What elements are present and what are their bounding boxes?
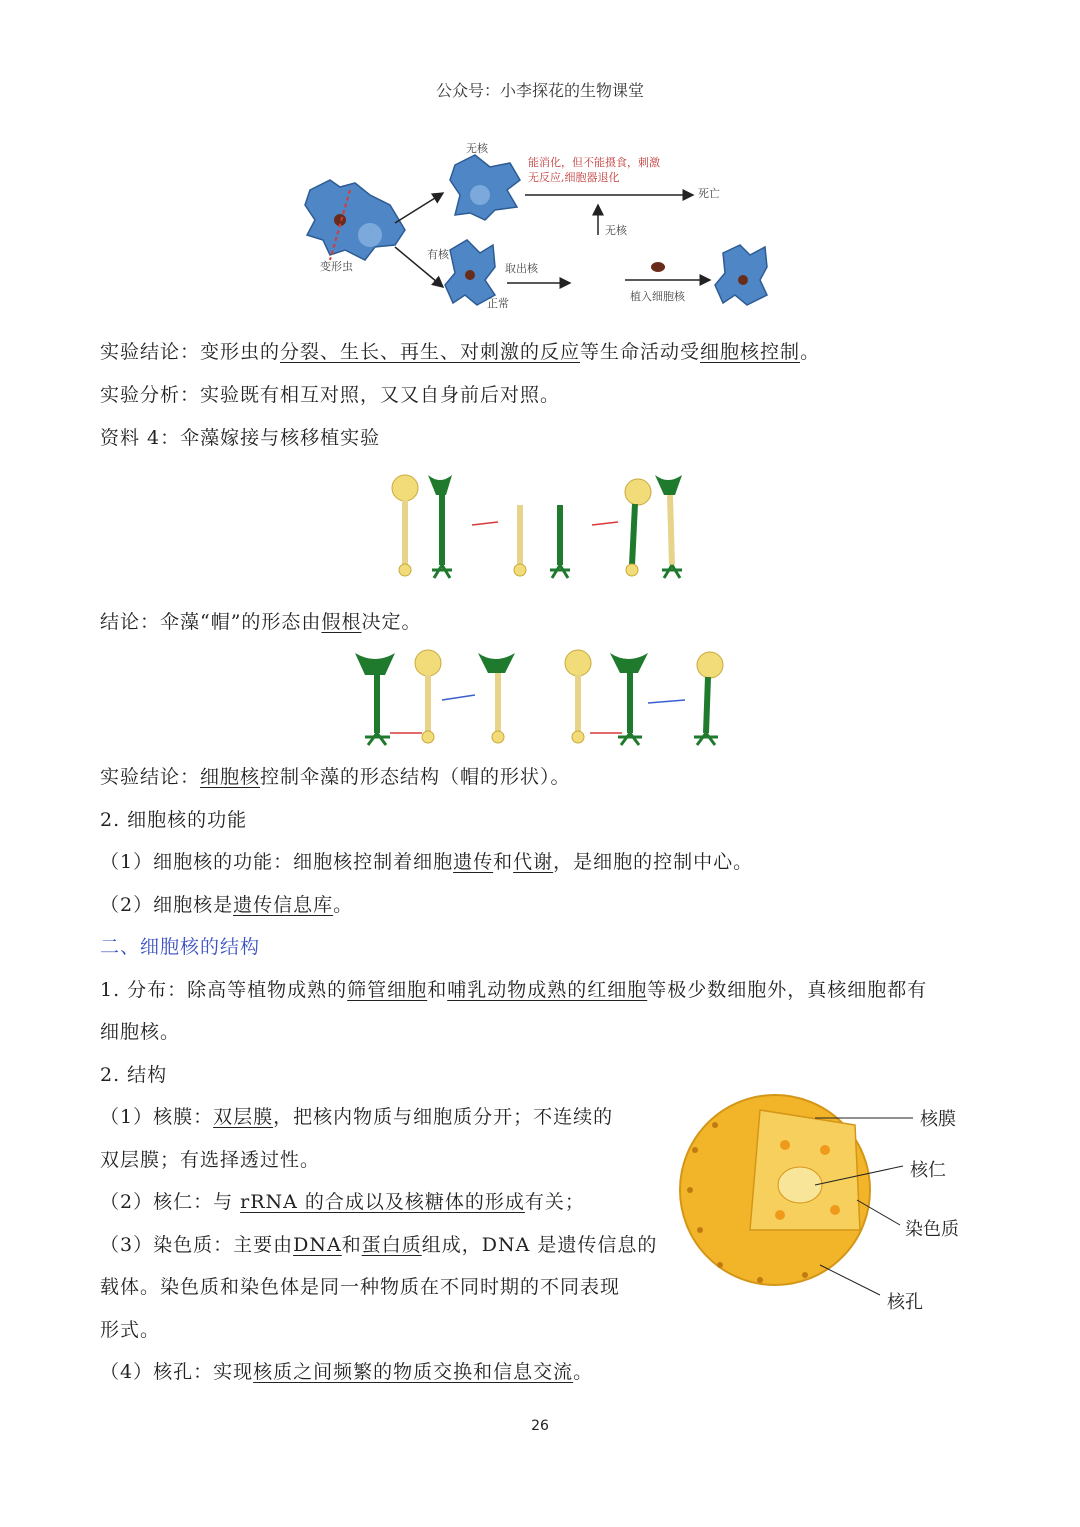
amoeba-experiment-figure <box>295 135 785 315</box>
heading-nucleus-function: 2. 细胞核的功能 <box>100 809 248 831</box>
text-line-function-2: （2）细胞核是遗传信息库。 <box>100 894 354 916</box>
page-number: 26 <box>531 1418 549 1434</box>
label-has-nucleus: 有核 <box>427 248 449 261</box>
text-line-conclusion-nucleus: 实验结论：细胞核控制伞藻的形态结构（帽的形状）。 <box>100 766 571 788</box>
label-red-note-2: 无反应,细胞器退化 <box>528 171 620 184</box>
text-line-conclusion-amoeba: 实验结论：变形虫的分裂、生长、再生、对刺激的反应等生命活动受细胞核控制。 <box>100 341 821 363</box>
grafting-figure-1 <box>380 470 700 585</box>
text-line-chromatin: （3）染色质：主要由DNA和蛋白质组成，DNA 是遗传信息的 <box>100 1234 658 1256</box>
text-line-membrane: （1）核膜：双层膜，把核内物质与细胞质分开；不连续的 <box>100 1106 614 1128</box>
text-line-material-4: 资料 4：伞藻嫁接与核移植实验 <box>100 427 381 449</box>
text-line-analysis: 实验分析：实验既有相互对照，又又自身前后对照。 <box>100 384 561 406</box>
label-chromatin: 染色质 <box>905 1219 959 1240</box>
label-no-nucleus-top: 无核 <box>466 142 488 155</box>
label-nuclear-membrane: 核膜 <box>920 1109 956 1130</box>
label-death: 死亡 <box>698 187 720 200</box>
text-line-distribution-cont: 细胞核。 <box>100 1021 181 1043</box>
label-amoeba: 变形虫 <box>320 260 353 273</box>
label-red-note-1: 能消化，但不能摄食，刺激 <box>528 156 660 169</box>
grafting-figure-2 <box>350 645 740 750</box>
amoeba-original <box>305 180 405 260</box>
label-no-nucleus-arrow: 无核 <box>605 224 627 237</box>
grafting-diagram-1 <box>380 470 700 585</box>
text-line-nucleolus: （2）核仁：与 rRNA 的合成以及核糖体的形成有关； <box>100 1191 585 1213</box>
text-line-distribution: 1. 分布：除高等植物成熟的筛管细胞和哺乳动物成熟的红细胞等极少数细胞外，真核细胞都有 <box>100 979 928 1001</box>
text-line-chromatin-cont-2: 形式。 <box>100 1319 161 1341</box>
amoeba-final <box>715 245 767 305</box>
text-line-pore: （4）核孔：实现核质之间频繁的物质交换和信息交流。 <box>100 1361 594 1383</box>
label-take-nucleus: 取出核 <box>505 262 538 275</box>
grafting-diagram-2 <box>350 645 740 750</box>
label-nucleolus: 核仁 <box>910 1160 946 1181</box>
text-line-function-1: （1）细胞核的功能：细胞核控制着细胞遗传和代谢，是细胞的控制中心。 <box>100 851 754 873</box>
heading-nucleus-structure: 二、细胞核的结构 <box>100 936 261 958</box>
label-normal: 正常 <box>487 297 509 310</box>
label-nuclear-pore: 核孔 <box>887 1292 923 1313</box>
text-line-membrane-cont: 双层膜；有选择透过性。 <box>100 1149 321 1171</box>
text-line-conclusion-rhizoid: 结论：伞藻“帽”的形态由假根决定。 <box>100 611 422 633</box>
heading-structure: 2. 结构 <box>100 1064 168 1086</box>
page-header: 公众号：小李探花的生物课堂 <box>435 81 644 100</box>
text-line-chromatin-cont: 载体。染色质和染色体是同一种物质在不同时期的不同表现 <box>100 1276 621 1298</box>
nucleus-structure-figure <box>675 1090 975 1320</box>
label-implant: 植入细胞核 <box>630 290 685 303</box>
